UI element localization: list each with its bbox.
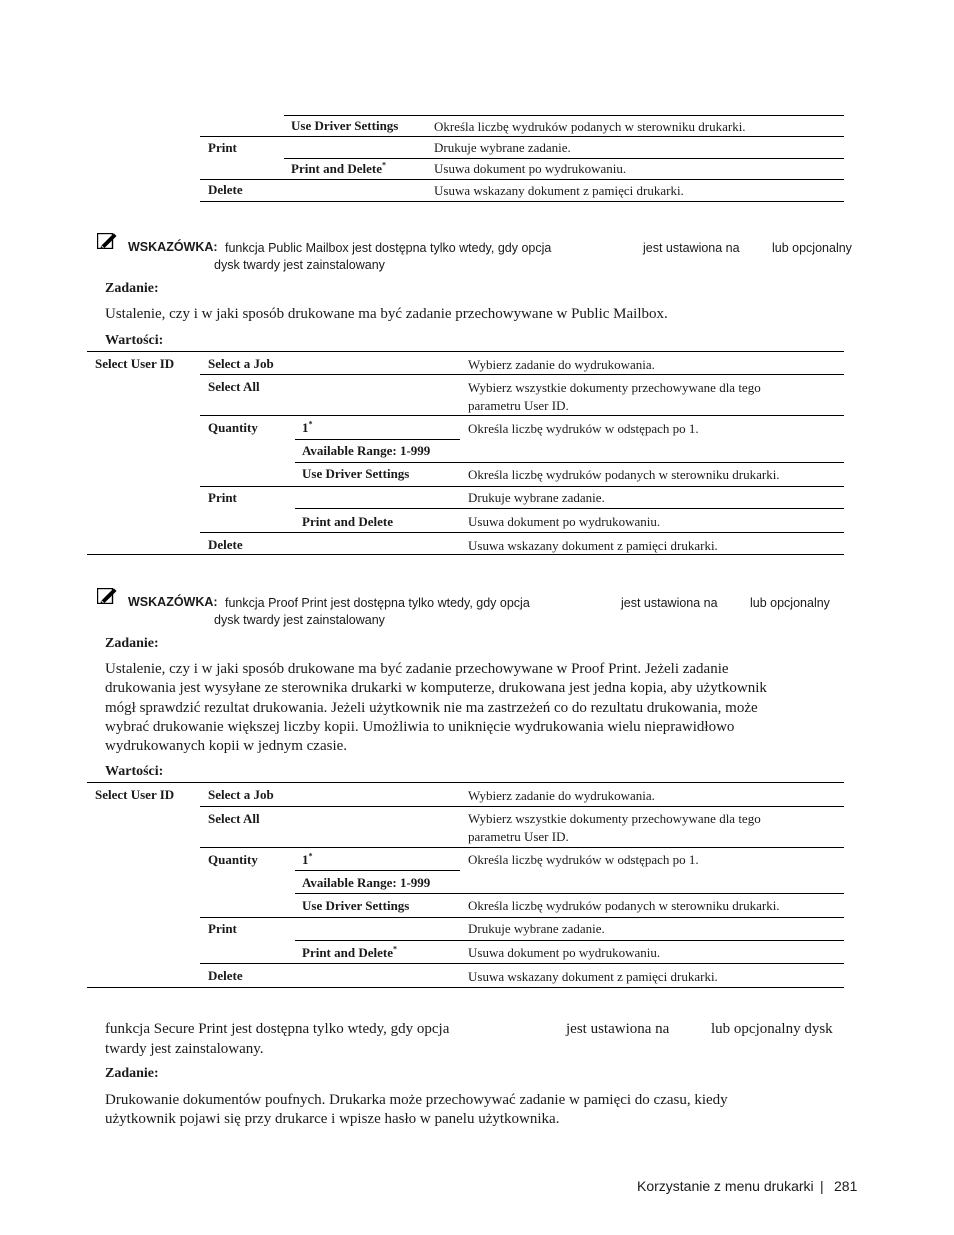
table-cell-option: Use Driver Settings [302, 898, 410, 913]
zadanie-heading: Zadanie: [105, 636, 159, 651]
zadanie-text-line: Ustalenie, czy i w jaki sposób drukowane ma być zadanie przechowywane w Proof Print. Jeżeli zadanie [105, 661, 729, 677]
zadanie-heading: Zadanie: [105, 1066, 159, 1081]
zadanie-text-line: wydrukowanych kopii w jednym czasie. [105, 738, 348, 754]
table-rule [284, 115, 844, 116]
table-rule [200, 201, 844, 202]
table-cell-option: Print and Delete [302, 514, 393, 529]
table-cell-description: Określa liczbę wydruków podanych w sterowniku drukarki. [434, 119, 746, 134]
table-rule [284, 158, 844, 159]
table-rule [200, 532, 844, 533]
table-rule [295, 893, 844, 894]
table-cell-description: Drukuje wybrane zadanie. [434, 140, 571, 155]
table-cell-description: Usuwa wskazany dokument z pamięci drukarki. [434, 183, 684, 198]
footer-section-title: Korzystanie z menu drukarki [637, 1178, 814, 1194]
table-rule [87, 554, 844, 555]
table-cell-option: Available Range: 1-999 [302, 443, 431, 458]
table-rule [200, 806, 844, 807]
table-cell-description: Usuwa wskazany dokument z pamięci drukarki. [468, 538, 718, 553]
zadanie-text-line: drukowania jest wysyłane ze sterownika drukarki w komputerze, drukowana jest jedna kopia, aby użytkownik [105, 680, 767, 696]
table-rule [87, 987, 844, 988]
table-cell-description: Drukuje wybrane zadanie. [468, 490, 605, 505]
wartosci-heading: Wartości: [105, 333, 164, 348]
note-text: dysk twardy jest zainstalowany [214, 258, 385, 272]
table-rule [200, 963, 844, 964]
note-text: lub opcjonalny [750, 596, 830, 610]
table-cell-description: Określa liczbę wydruków podanych w sterowniku drukarki. [468, 467, 780, 482]
note-text: lub opcjonalny dysk [711, 1021, 833, 1037]
note-pencil-icon [97, 588, 117, 604]
table-cell-description: Usuwa wskazany dokument z pamięci drukarki. [468, 969, 718, 984]
table-rule [295, 508, 844, 509]
table-cell-item: Quantity [208, 852, 258, 867]
table-cell-description: Wybierz wszystkie dokumenty przechowywane dla tego [468, 380, 761, 395]
page-number: 281 [834, 1178, 858, 1194]
note-text: lub opcjonalny [772, 241, 852, 255]
table-rule [295, 940, 844, 941]
table-rule [200, 136, 844, 137]
table-cell-description: Usuwa dokument po wydrukowaniu. [434, 161, 627, 176]
table-cell-setting: Select User ID [95, 787, 175, 802]
table-rule [87, 782, 844, 783]
note-text: jest ustawiona na [566, 1021, 670, 1037]
table-cell-setting: Select User ID [95, 356, 175, 371]
table-cell-option: Print and Delete* [291, 160, 386, 176]
table-cell-description: Usuwa dokument po wydrukowaniu. [468, 514, 661, 529]
zadanie-heading: Zadanie: [105, 281, 159, 296]
wartosci-heading: Wartości: [105, 764, 164, 779]
note-pencil-icon [97, 233, 117, 249]
zadanie-text-line: użytkownik pojawi się przy drukarce i wpisze hasło w panelu użytkownika. [105, 1111, 560, 1127]
table-cell-description: Usuwa dokument po wydrukowaniu. [468, 945, 661, 960]
table-cell-item: Print [208, 921, 237, 936]
note-text: funkcja Public Mailbox jest dostępna tylko wtedy, gdy opcja [225, 241, 552, 255]
table-rule [200, 179, 844, 180]
table-cell-option: 1* [302, 851, 313, 867]
note-text: jest ustawiona na [621, 596, 718, 610]
table-cell-item: Print [208, 140, 237, 155]
note-text: jest ustawiona na [643, 241, 740, 255]
table-cell-item: Delete [208, 968, 243, 983]
table-cell-description: Wybierz zadanie do wydrukowania. [468, 357, 655, 372]
table-rule [200, 415, 844, 416]
zadanie-text-line: Drukowanie dokumentów poufnych. Drukarka może przechowywać zadanie w pamięci do czasu, kiedy [105, 1092, 728, 1108]
table-cell-option: Use Driver Settings [291, 118, 399, 133]
table-rule [200, 374, 844, 375]
table-cell-description: Określa liczbę wydruków podanych w sterowniku drukarki. [468, 898, 780, 913]
table-cell-description: Określa liczbę wydruków w odstępach po 1. [468, 852, 699, 867]
table-rule [200, 847, 844, 848]
table-cell-option: 1* [302, 419, 313, 435]
table-cell-item: Delete [208, 537, 243, 552]
table-cell-item: Select All [208, 811, 260, 826]
footer-separator: | [820, 1178, 824, 1194]
table-cell-item: Select All [208, 379, 260, 394]
table-rule [87, 351, 844, 352]
table-cell-item: Delete [208, 182, 243, 197]
note-label: WSKAZÓWKA: [128, 240, 218, 254]
zadanie-text-line: wybrać drukowanie większej liczby kopii. Umożliwia to uniknięcie wydrukowania wielu nieprawidłowo [105, 719, 735, 735]
table-cell-item: Select a Job [208, 787, 274, 802]
table-rule [200, 917, 844, 918]
table-rule [295, 439, 460, 440]
table-cell-description: parametru User ID. [468, 829, 569, 844]
note-text: twardy jest zainstalowany. [105, 1041, 264, 1057]
note-text: dysk twardy jest zainstalowany [214, 613, 385, 627]
table-cell-item: Select a Job [208, 356, 274, 371]
note-label: WSKAZÓWKA: [128, 595, 218, 609]
table-cell-item: Quantity [208, 420, 258, 435]
table-cell-description: parametru User ID. [468, 398, 569, 413]
table-cell-option: Use Driver Settings [302, 466, 410, 481]
zadanie-text: Ustalenie, czy i w jaki sposób drukowane ma być zadanie przechowywane w Public Mailbox. [105, 306, 668, 322]
table-cell-description: Wybierz wszystkie dokumenty przechowywane dla tego [468, 811, 761, 826]
table-cell-option: Available Range: 1-999 [302, 875, 431, 890]
table-cell-description: Wybierz zadanie do wydrukowania. [468, 788, 655, 803]
table-cell-description: Drukuje wybrane zadanie. [468, 921, 605, 936]
table-cell-description: Określa liczbę wydruków w odstępach po 1. [468, 421, 699, 436]
table-rule [200, 486, 844, 487]
zadanie-text-line: mógł sprawdzić rezultat drukowania. Jeżeli użytkownik nie ma zastrzeżeń co do rezultatu drukowania, może [105, 700, 758, 716]
table-cell-option: Print and Delete* [302, 944, 397, 960]
table-rule [295, 462, 844, 463]
table-cell-item: Print [208, 490, 237, 505]
note-text: funkcja Proof Print jest dostępna tylko wtedy, gdy opcja [225, 596, 530, 610]
table-rule [295, 870, 460, 871]
note-text: funkcja Secure Print jest dostępna tylko wtedy, gdy opcja [105, 1021, 450, 1037]
